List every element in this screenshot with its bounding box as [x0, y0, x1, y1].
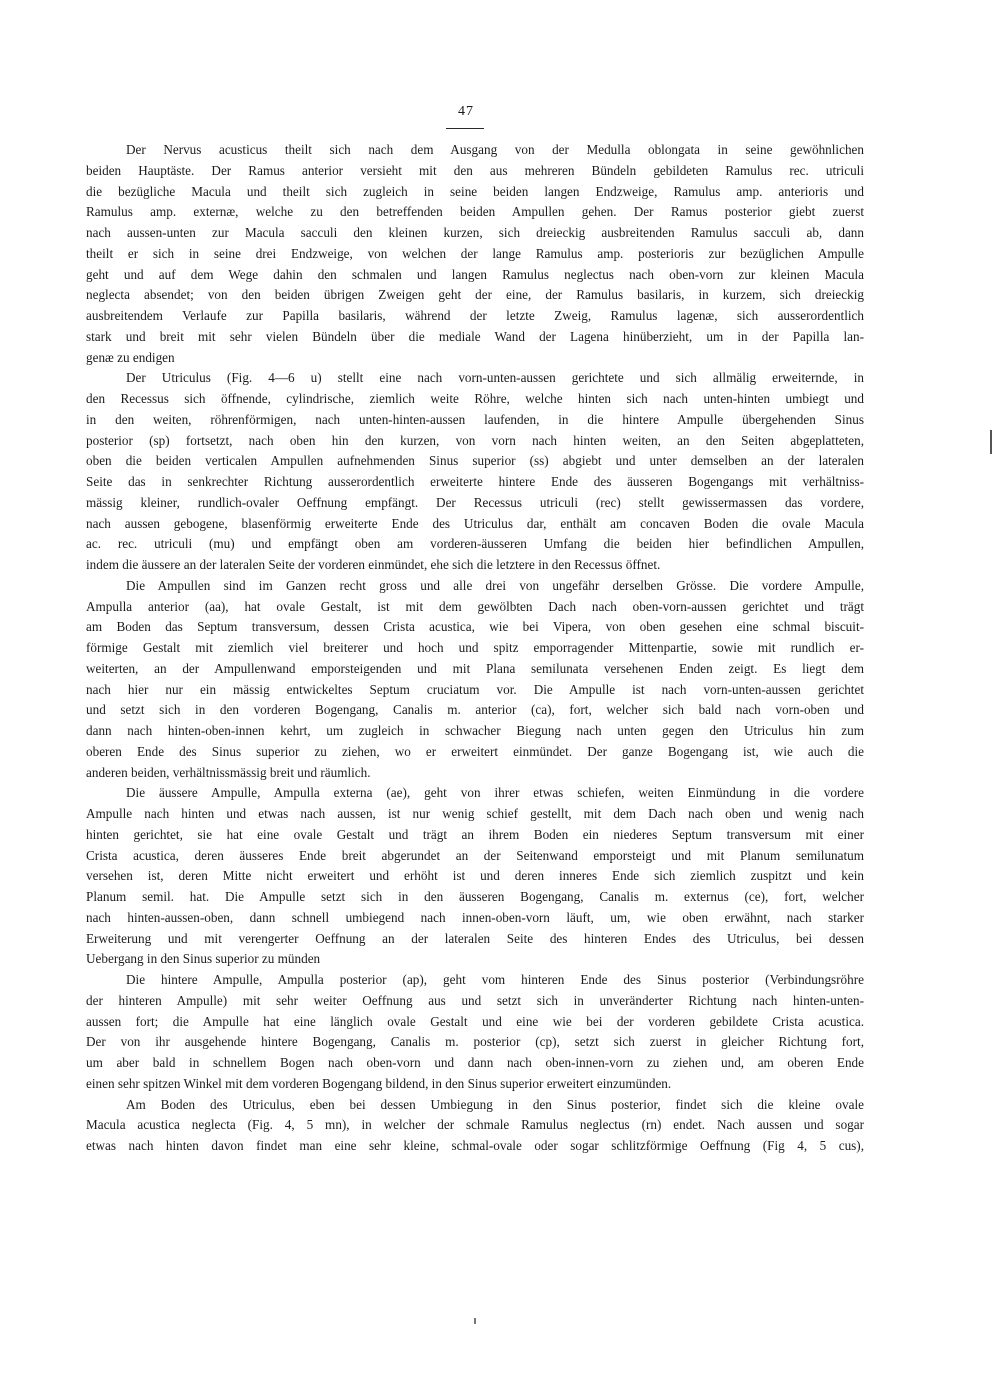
text-line: in den weiten, röhrenförmigen, nach unten-hinten-aussen laufenden, in die hintere Ampulle übergehenden Sinus [86, 411, 864, 427]
text-line: Der Utriculus (Fig. 4—6 u) stellt eine nach vorn-unten-aussen gerichtete und sich allmälig erweiternde, in [126, 370, 864, 386]
text-line: nach hinten-aussen-oben, dann schnell umbiegend nach innen-oben-vorn läuft, um, wie oben erwähnt, nach starker [86, 909, 864, 925]
text-line: um aber bald in schnellem Bogen nach oben-vorn und dann nach oben-innen-vorn zu ziehen und, am oberen Ende [86, 1055, 864, 1070]
text-line: theilt er sich in seine drei Endzweige, von welchen der lange Ramulus amp. posterioris zur bezüglichen Ampulle [86, 245, 864, 261]
text-line: versehen ist, deren Mitte nicht erweitert und erhöht ist und deren inneres Ende sich ziemlich zuspitzt und kein [86, 868, 864, 884]
text-line: mässig kleiner, rundlich-ovaler Oeffnung empfängt. Der Recessus utriculi (rec) stellt gewissermassen das vordere, [86, 494, 864, 510]
text-line: geht und auf dem Wege dahin den schmalen und langen Ramulus neglectus nach oben-vorn zur kleinen Macula [86, 266, 864, 282]
header-rule [446, 128, 484, 129]
body-text [86, 140, 864, 1157]
text-line: etwas nach hinten davon findet man eine sehr kleine, schmal-ovale oder sogar schlitzförmige Oeffnung (Fig 4, 5 cus), [86, 1138, 864, 1153]
text-line: Crista acustica, deren äusseres Ende breit abgerundet an der Seitenwand emporsteigt und mit Planum semilunatum [86, 847, 864, 863]
text-line: nach aussen-unten zur Macula sacculi den kleinen kurzen, sich dreieckig ausbreitenden Ramulus sacculi ab, dann [86, 225, 864, 240]
text-line: Erweiterung und mit verengerter Oeffnung an der lateralen Seite des hinteren Endes des Utriculus, bei dessen [86, 930, 864, 946]
text-line: posterior (sp) fortsetzt, nach oben hin den kurzen, von vorn nach hinten weiten, an den Seiten abgeplatteten, [86, 432, 864, 448]
text-line: Die Ampullen sind im Ganzen recht gross und alle drei von ungefähr derselben Grösse. Die vordere Ampulle, [126, 577, 864, 593]
text-line: Am Boden des Utriculus, eben bei dessen Umbiegung in den Sinus posterior, findet sich die kleine ovale [126, 1096, 864, 1112]
text-line: hinten gerichtet, sie hat eine ovale Gestalt und trägt an ihrem Boden ein niederes Septum transversum mit einer [86, 826, 864, 842]
text-line: oben die beiden verticalen Ampullen aufnehmenden Sinus superior (ss) abgiebt und unter demselben an der lateralen [86, 453, 864, 469]
text-line: aussen fort; die Ampulle hat eine länglich ovale Gestalt und eine wie bei der vorderen gebildete Crista acustica. [86, 1013, 864, 1029]
text-line: förmige Gestalt mit ziemlich viel breiterer und hoch und spitz emporragender Mittenpartie, sowie mit rundlich er- [86, 640, 864, 655]
scan-mark [990, 430, 992, 454]
text-line: Die äussere Ampulle, Ampulla externa (ae), geht von ihrer etwas schiefen, weiten Einmündung in die vordere [126, 785, 864, 801]
text-line: am Boden das Septum transversum, dessen Crista acustica, wie bei Vipera, von oben gesehen eine schmal biscuit- [86, 619, 864, 635]
text-line: Die hintere Ampulle, Ampulla posterior (ap), geht vom hinteren Ende des Sinus posterior (Verbindungsröhre [126, 972, 864, 987]
text-line: oberen Ende des Sinus superior zu ziehen, wo er erweitert einmündet. Der ganze Bogengang ist, wie auch die [86, 743, 864, 759]
text-line: Ampulla anterior (aa), hat ovale Gestalt, ist mit dem gewölbten Dach nach oben-vorn-aussen gerichtet und trägt [86, 598, 864, 614]
text-line: neglecta absendet; von den beiden übrigen Zweigen geht der eine, der Ramulus basilaris, in kurzem, sich dreieckig [86, 287, 864, 303]
text-line: den Recessus sich öffnende, cylindrische, ziemlich weite Röhre, welche hinten sich nach unten-hinten umbiegt und [86, 391, 864, 406]
text-line: Ampulle nach hinten und etwas nach aussen, ist nur wenig schief gestellt, mit dem Dach nach oben und wenig nach [86, 806, 864, 821]
text-line: ausbreitendem Verlaufe zur Papilla basilaris, während der letzte Zweig, Ramulus lagenæ, sich ausserordentlich [86, 308, 864, 323]
text-line: Uebergang in den Sinus superior zu münden [86, 951, 321, 967]
text-line: die bezügliche Macula und theilt sich zugleich in seine beiden langen Endzweige, Ramulus amp. anterioris und [86, 183, 864, 199]
text-line: genæ zu endigen [86, 349, 175, 365]
text-line: Der Nervus acusticus theilt sich nach dem Ausgang von der Medulla oblongata in seine gewöhnlichen [126, 142, 864, 157]
text-line: einen sehr spitzen Winkel mit dem vorderen Bogengang bildend, in den Sinus superior erweitert einzumünden. [86, 1075, 672, 1091]
text-line: Macula acustica neglecta (Fig. 4, 5 mn), in welcher der schmale Ramulus neglectus (rn) endet. Nach aussen und sogar [86, 1117, 864, 1133]
scan-mark [474, 1318, 476, 1324]
text-line: der hinteren Ampulle) mit sehr weiter Oeffnung aus und setzt sich in unveränderter Richtung nach hinten-unten- [86, 992, 864, 1008]
text-line: anderen beiden, verhältnissmässig breit und räumlich. [86, 764, 371, 780]
text-line: nach aussen gebogene, blasenförmig erweiterte Ende des Utriculus dar, enthält am concaven Boden die ovale Macula [86, 515, 864, 531]
text-line: Planum semil. hat. Die Ampulle setzt sich in den äusseren Bogengang, Canalis m. externus (ce), fort, welcher [86, 889, 864, 904]
text-line: nach hier nur ein mässig entwickeltes Septum cruciatum vor. Die Ampulle ist nach vorn-unten-aussen gerichtet [86, 681, 864, 697]
page-number: 47 [458, 104, 474, 119]
text-line: ac. rec. utriculi (mu) und empfängt oben am vorderen-äusseren Umfang die beiden hier befindlichen Ampullen, [86, 536, 864, 552]
text-line: Der von ihr ausgehende hintere Bogengang, Canalis m. posterior (cp), setzt sich zuerst in gleicher Richtung fort, [86, 1034, 864, 1050]
text-line: Ramulus amp. externæ, welche zu den betreffenden beiden Ampullen gehen. Der Ramus posterior giebt zuerst [86, 204, 864, 220]
text-line: dann nach hinten-oben-innen kehrt, um zugleich in schwacher Biegung nach unten gegen den Utriculus hin zum [86, 723, 864, 738]
text-line: beiden Hauptäste. Der Ramus anterior versieht mit den aus mehreren Bündeln gebildeten Ramulus rec. utriculi [86, 162, 864, 178]
text-line: weiterten, an der Ampullenwand emporsteigenden und mit Plana semilunata versehenen Enden zeigt. Es liegt dem [86, 660, 864, 676]
text-line: Seite das in senkrechter Richtung ausserordentlich erweiterte hintere Ende des äusseren Bogengangs mit verhältniss- [86, 474, 864, 489]
text-line: indem die äussere an der lateralen Seite der vorderen einmündet, ehe sich die letztere in den Recessus öffnet. [86, 557, 661, 572]
text-line: stark und breit mit sehr vielen Bündeln über die mediale Wand der Lagena hinüberzieht, um in der Papilla lan- [86, 328, 864, 344]
text-line: und setzt sich in den vorderen Bogengang, Canalis m. anterior (ca), fort, welcher sich bald nach vorn-oben und [86, 702, 864, 718]
